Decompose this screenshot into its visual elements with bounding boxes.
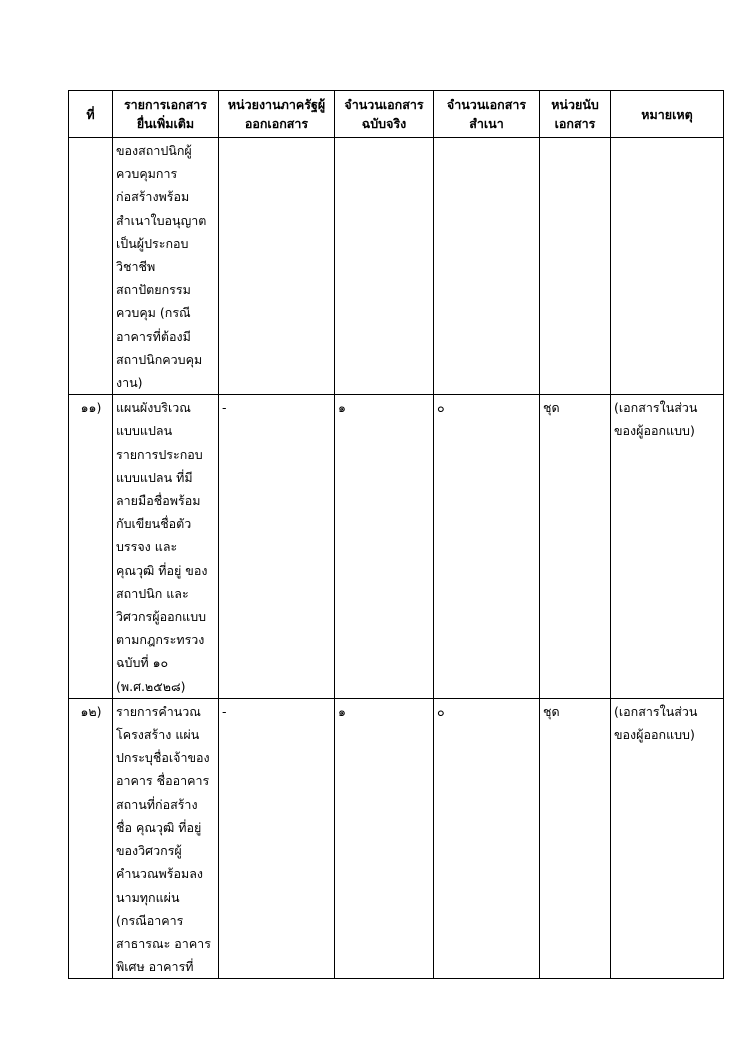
- header-unit: [540, 91, 611, 138]
- unit-cell: [540, 138, 611, 395]
- note-line: ของผู้ออกแบบ): [614, 727, 695, 743]
- header-item-line: ยื่นเพิ่มเติม: [136, 116, 195, 131]
- row-number-cell: [69, 138, 113, 395]
- description-line: ควบคุมการ: [116, 166, 178, 182]
- header-original: [335, 91, 434, 138]
- note-cell: [611, 395, 724, 699]
- description-line: อาคาร ชื่ออาคาร: [116, 773, 210, 789]
- description-line: งาน): [116, 375, 143, 391]
- header-copy-line: จำนวนเอกสาร: [446, 97, 527, 112]
- note-line: (เอกสารในส่วน: [614, 703, 698, 719]
- copy-count-cell: [434, 138, 540, 395]
- description-line: ฉบับที่ ๑๐: [116, 655, 169, 671]
- description-line: ก่อสร้างพร้อม: [116, 189, 190, 205]
- description-line: แผนผังบริเวณ: [116, 400, 191, 416]
- copy-count-cell: ๐: [434, 698, 540, 978]
- description-line: สถานที่ก่อสร้าง: [116, 796, 198, 812]
- header-copy: [434, 91, 540, 138]
- description-cell: [113, 698, 219, 978]
- header-agency: [219, 91, 335, 138]
- row-number-cell: ๑๒): [69, 698, 113, 978]
- description-line: บรรจง และ: [116, 539, 178, 555]
- unit-cell: ชุด: [540, 395, 611, 699]
- table-body: [69, 138, 724, 979]
- agency-cell: -: [219, 395, 335, 699]
- header-unit-line: เอกสาร: [554, 116, 596, 131]
- note-cell: [611, 698, 724, 978]
- description-line: ควบคุม (กรณี: [116, 305, 191, 321]
- description-line: สาธารณะ อาคาร: [116, 935, 211, 951]
- description-line: พิเศษ อาคารที่: [116, 959, 194, 975]
- description-line: คำนวณพร้อมลง: [116, 866, 204, 882]
- description-cell: [113, 395, 219, 699]
- description-line: สถาปนิก และ: [116, 585, 189, 601]
- description-line: รายการประกอบ: [116, 446, 203, 462]
- description-line: วิศวกรผู้ออกแบบ: [116, 609, 207, 625]
- header-unit-line: หน่วยนับ: [551, 97, 599, 112]
- description-line: รายการคำนวณ: [116, 703, 201, 719]
- header-copy-line: สำเนา: [469, 116, 504, 131]
- description-line: ของวิศวกรผู้: [116, 843, 182, 859]
- header-agency-line: ออกเอกสาร: [244, 116, 309, 131]
- description-line: ลายมือชื่อพร้อม: [116, 493, 201, 509]
- header-agency-line: หน่วยงานภาครัฐผู้: [227, 97, 326, 112]
- original-count-cell: [335, 138, 434, 395]
- description-line: อาคารที่ต้องมี: [116, 328, 191, 344]
- description-cell: [113, 138, 219, 395]
- header-no: ที่: [69, 91, 113, 138]
- description-line: (กรณีอาคาร: [116, 912, 184, 928]
- description-line: เป็นผู้ประกอบ: [116, 235, 189, 251]
- header-row: [69, 91, 724, 138]
- description-line: (พ.ศ.๒๕๒๘): [116, 678, 186, 694]
- description-line: ปกระบุชื่อเจ้าของ: [116, 750, 210, 766]
- unit-cell: ชุด: [540, 698, 611, 978]
- description-line: สถาปัตยกรรม: [116, 282, 191, 298]
- description-line: สำเนาใบอนุญาต: [116, 212, 207, 228]
- description-line: สถาปนิกควบคุม: [116, 351, 203, 367]
- description-line: วิชาชีพ: [116, 259, 156, 275]
- header-original-line: ฉบับจริง: [361, 116, 407, 131]
- header-item-line: รายการเอกสาร: [123, 97, 208, 112]
- table-row: [69, 138, 724, 395]
- documents-table: [68, 90, 724, 979]
- note-line: (เอกสารในส่วน: [614, 400, 698, 416]
- description-line: แบบแปลน: [116, 423, 173, 439]
- copy-count-cell: ๐: [434, 395, 540, 699]
- description-line: กับเขียนชื่อตัว: [116, 516, 192, 532]
- description-line: แบบแปลน ที่มี: [116, 469, 193, 485]
- description-line: ชื่อ คุณวุฒิ ที่อยู่: [116, 819, 202, 835]
- header-original-line: จำนวนเอกสาร: [344, 97, 424, 112]
- description-line: นามทุกแผ่น: [116, 889, 180, 905]
- description-line: ตามกฎกระทรวง: [116, 632, 205, 648]
- description-line: โครงสร้าง แผ่น: [116, 727, 200, 743]
- original-count-cell: ๑: [335, 698, 434, 978]
- agency-cell: [219, 138, 335, 395]
- original-count-cell: ๑: [335, 395, 434, 699]
- header-item: [113, 91, 219, 138]
- row-number-cell: ๑๑): [69, 395, 113, 699]
- description-line: คุณวุฒิ ที่อยู่ ของ: [116, 562, 208, 578]
- description-line: ของสถาปนิกผู้: [116, 143, 192, 158]
- header-note: หมายเหตุ: [611, 91, 724, 138]
- note-cell: [611, 138, 724, 395]
- note-line: ของผู้ออกแบบ): [614, 423, 695, 439]
- table-row: [69, 395, 724, 699]
- table-row: [69, 698, 724, 978]
- agency-cell: -: [219, 698, 335, 978]
